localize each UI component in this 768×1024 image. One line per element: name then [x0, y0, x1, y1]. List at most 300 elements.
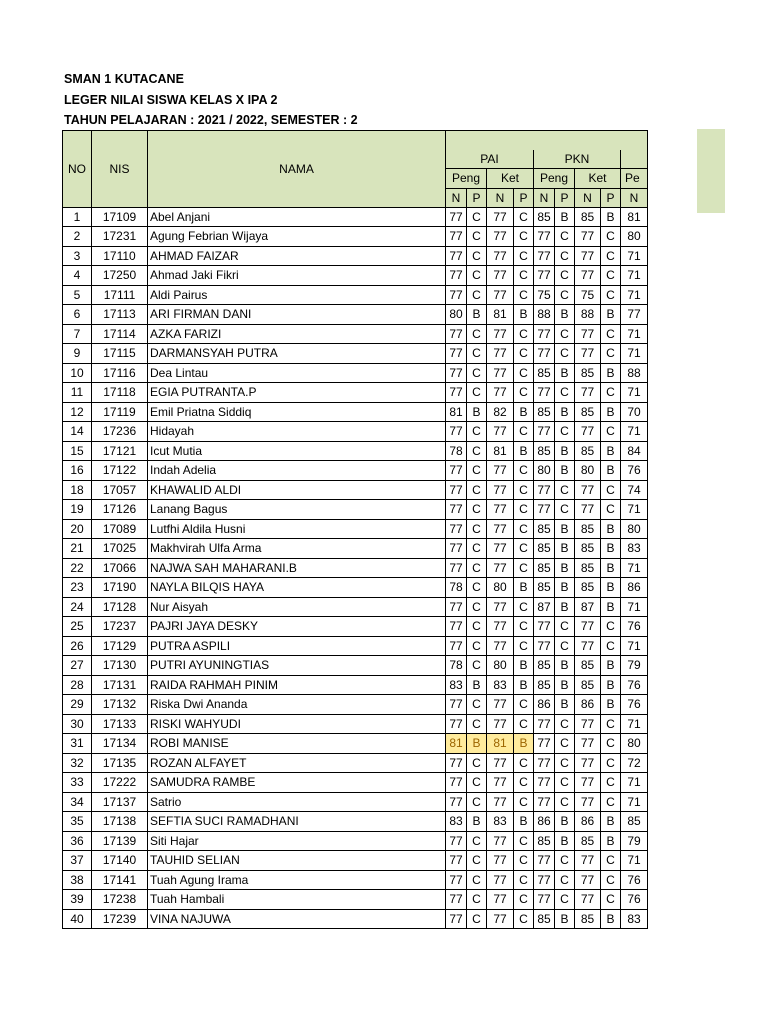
p-header: P — [555, 188, 575, 207]
cell-pai-ket-p: B — [514, 441, 534, 461]
cell-pai-peng-n: 77 — [446, 227, 467, 247]
row-nis: 17119 — [92, 402, 148, 422]
cell-pai-ket-n: 77 — [487, 792, 514, 812]
cell-pai-ket-n: 81 — [487, 305, 514, 325]
cell-pai-peng-n: 83 — [446, 675, 467, 695]
row-no: 15 — [63, 441, 92, 461]
cell-pai-peng-n: 83 — [446, 812, 467, 832]
cell-pai-peng-n: 77 — [446, 753, 467, 773]
cell-pai-peng-n: 81 — [446, 734, 467, 754]
cell-next-peng-n: 71 — [621, 792, 648, 812]
row-nis: 17121 — [92, 441, 148, 461]
row-nis: 17109 — [92, 207, 148, 227]
cell-pai-ket-n: 77 — [487, 617, 514, 637]
row-nama: Icut Mutia — [148, 441, 446, 461]
table-row — [63, 558, 648, 578]
cell-pkn-peng-n: 80 — [534, 461, 555, 481]
row-nama: AHMAD FAIZAR — [148, 246, 446, 266]
cell-next-peng-n: 71 — [621, 636, 648, 656]
cell-pkn-ket-n: 85 — [575, 519, 601, 539]
cell-pai-ket-n: 77 — [487, 519, 514, 539]
cell-pkn-ket-n: 75 — [575, 285, 601, 305]
cell-pkn-peng-p: C — [555, 714, 575, 734]
row-nama: Ahmad Jaki Fikri — [148, 266, 446, 286]
row-no: 33 — [63, 773, 92, 793]
cell-pkn-peng-p: B — [555, 363, 575, 383]
cell-pai-ket-p: C — [514, 363, 534, 383]
row-nis: 17066 — [92, 558, 148, 578]
cell-pkn-peng-n: 77 — [534, 227, 555, 247]
cell-pkn-peng-p: B — [555, 305, 575, 325]
cell-pai-peng-p: C — [467, 890, 487, 910]
cell-pkn-peng-p: B — [555, 675, 575, 695]
cell-pkn-ket-p: C — [601, 227, 621, 247]
row-nama: Siti Hajar — [148, 831, 446, 851]
cell-pai-peng-n: 77 — [446, 422, 467, 442]
table-row — [63, 402, 648, 422]
cell-pai-ket-n: 77 — [487, 909, 514, 929]
header-blank-band — [446, 131, 648, 150]
ledger-title: LEGER NILAI SISWA KELAS X IPA 2 — [64, 93, 278, 107]
cell-pai-ket-p: C — [514, 597, 534, 617]
table-row — [63, 890, 648, 910]
row-nama: Satrio — [148, 792, 446, 812]
cell-next-peng-n: 71 — [621, 383, 648, 403]
row-nis: 17132 — [92, 695, 148, 715]
cell-pkn-ket-n: 77 — [575, 851, 601, 871]
cell-pkn-ket-p: B — [601, 207, 621, 227]
cell-pai-peng-n: 78 — [446, 656, 467, 676]
cell-pkn-ket-n: 77 — [575, 324, 601, 344]
row-no: 6 — [63, 305, 92, 325]
cell-pkn-ket-n: 77 — [575, 383, 601, 403]
table-row — [63, 773, 648, 793]
cell-pkn-peng-n: 77 — [534, 344, 555, 364]
cell-pkn-ket-p: B — [601, 675, 621, 695]
row-no: 14 — [63, 422, 92, 442]
cell-pkn-ket-n: 77 — [575, 734, 601, 754]
cell-next-peng-n: 71 — [621, 266, 648, 286]
cell-pkn-peng-p: C — [555, 266, 575, 286]
cell-pkn-ket-p: C — [601, 617, 621, 637]
cell-pkn-ket-n: 77 — [575, 792, 601, 812]
row-no: 2 — [63, 227, 92, 247]
pai-ket-header: Ket — [487, 169, 534, 189]
cell-pkn-ket-p: B — [601, 558, 621, 578]
cell-pkn-peng-n: 77 — [534, 500, 555, 520]
cell-pai-ket-p: B — [514, 675, 534, 695]
pkn-peng-header: Peng — [534, 169, 575, 189]
cell-pai-peng-n: 77 — [446, 714, 467, 734]
cell-pkn-peng-n: 85 — [534, 363, 555, 383]
cell-next-peng-n: 80 — [621, 519, 648, 539]
cell-pai-ket-n: 81 — [487, 441, 514, 461]
cell-pai-peng-n: 77 — [446, 461, 467, 481]
cell-next-peng-n: 84 — [621, 441, 648, 461]
cell-pkn-ket-p: B — [601, 305, 621, 325]
row-nis: 17237 — [92, 617, 148, 637]
cell-pkn-ket-p: B — [601, 578, 621, 598]
cell-pai-peng-n: 77 — [446, 285, 467, 305]
row-no: 31 — [63, 734, 92, 754]
row-nama: Hidayah — [148, 422, 446, 442]
cell-pkn-peng-n: 77 — [534, 890, 555, 910]
cell-pkn-peng-p: C — [555, 617, 575, 637]
cell-pkn-peng-p: B — [555, 695, 575, 715]
cell-pai-peng-p: C — [467, 344, 487, 364]
cell-pai-ket-n: 80 — [487, 656, 514, 676]
table-row — [63, 519, 648, 539]
cell-pai-peng-p: B — [467, 675, 487, 695]
cell-pai-peng-p: C — [467, 792, 487, 812]
cell-pai-peng-p: C — [467, 363, 487, 383]
cell-pkn-peng-n: 85 — [534, 831, 555, 851]
row-no: 4 — [63, 266, 92, 286]
cell-pkn-ket-p: C — [601, 500, 621, 520]
row-no: 11 — [63, 383, 92, 403]
cell-next-peng-n: 70 — [621, 402, 648, 422]
cell-pkn-ket-p: B — [601, 909, 621, 929]
p-header: P — [467, 188, 487, 207]
cell-pai-peng-p: C — [467, 539, 487, 559]
cell-pkn-peng-n: 88 — [534, 305, 555, 325]
cell-next-peng-n: 83 — [621, 909, 648, 929]
n-header: N — [575, 188, 601, 207]
cell-pai-ket-p: C — [514, 792, 534, 812]
table-row — [63, 656, 648, 676]
cell-pai-ket-p: C — [514, 480, 534, 500]
row-no: 35 — [63, 812, 92, 832]
cell-pkn-ket-n: 80 — [575, 461, 601, 481]
row-nama: NAYLA BILQIS HAYA — [148, 578, 446, 598]
cell-pai-ket-n: 77 — [487, 636, 514, 656]
cell-pai-ket-n: 77 — [487, 500, 514, 520]
table-row — [63, 831, 648, 851]
cell-pai-peng-n: 77 — [446, 383, 467, 403]
cell-pkn-peng-n: 77 — [534, 851, 555, 871]
cell-pai-ket-n: 77 — [487, 753, 514, 773]
cell-pai-peng-p: C — [467, 617, 487, 637]
cell-pkn-ket-n: 85 — [575, 675, 601, 695]
cell-pkn-ket-p: C — [601, 383, 621, 403]
cell-pkn-peng-p: B — [555, 402, 575, 422]
cell-next-peng-n: 81 — [621, 207, 648, 227]
cell-pai-peng-p: C — [467, 285, 487, 305]
row-no: 7 — [63, 324, 92, 344]
row-nama: Aldi Pairus — [148, 285, 446, 305]
table-row — [63, 363, 648, 383]
cell-pkn-ket-p: B — [601, 695, 621, 715]
row-nis: 17138 — [92, 812, 148, 832]
cell-pkn-peng-p: B — [555, 558, 575, 578]
cell-pkn-peng-p: C — [555, 890, 575, 910]
cell-pai-ket-p: C — [514, 285, 534, 305]
cell-pkn-peng-p: B — [555, 519, 575, 539]
cell-pai-ket-n: 77 — [487, 266, 514, 286]
n-header: N — [621, 188, 648, 207]
cell-pkn-ket-n: 77 — [575, 714, 601, 734]
cell-pai-peng-n: 78 — [446, 578, 467, 598]
cell-pkn-peng-p: C — [555, 773, 575, 793]
cell-pai-ket-n: 82 — [487, 402, 514, 422]
cell-next-peng-n: 86 — [621, 578, 648, 598]
row-nis: 17222 — [92, 773, 148, 793]
row-nama: Lanang Bagus — [148, 500, 446, 520]
cell-pai-peng-n: 77 — [446, 500, 467, 520]
cell-pai-peng-p: C — [467, 207, 487, 227]
cell-pkn-peng-n: 77 — [534, 383, 555, 403]
table-row — [63, 441, 648, 461]
table-row — [63, 207, 648, 227]
cell-pkn-peng-n: 77 — [534, 753, 555, 773]
row-no: 1 — [63, 207, 92, 227]
school-name: SMAN 1 KUTACANE — [64, 72, 184, 86]
cell-pkn-ket-p: B — [601, 441, 621, 461]
cell-next-peng-n: 71 — [621, 597, 648, 617]
cell-pkn-peng-n: 77 — [534, 246, 555, 266]
cell-pai-ket-p: C — [514, 422, 534, 442]
cell-pai-ket-n: 77 — [487, 831, 514, 851]
cell-pkn-peng-p: C — [555, 851, 575, 871]
cell-pai-ket-p: C — [514, 909, 534, 929]
cell-pai-peng-n: 80 — [446, 305, 467, 325]
row-nama: SEFTIA SUCI RAMADHANI — [148, 812, 446, 832]
row-nama: VINA NAJUWA — [148, 909, 446, 929]
cell-pai-peng-n: 77 — [446, 636, 467, 656]
table-row — [63, 480, 648, 500]
cell-pkn-ket-n: 77 — [575, 617, 601, 637]
cell-pai-ket-p: C — [514, 773, 534, 793]
cell-pai-peng-p: C — [467, 753, 487, 773]
cell-pkn-peng-n: 85 — [534, 207, 555, 227]
grades-table — [62, 130, 648, 929]
row-nis: 17113 — [92, 305, 148, 325]
cell-next-peng-n: 76 — [621, 695, 648, 715]
cell-pkn-peng-n: 77 — [534, 617, 555, 637]
cell-next-peng-n: 76 — [621, 890, 648, 910]
col-no-header: NO — [63, 131, 92, 208]
table-row — [63, 714, 648, 734]
cell-pkn-peng-p: B — [555, 812, 575, 832]
cell-pai-peng-n: 81 — [446, 402, 467, 422]
cell-pkn-peng-n: 85 — [534, 558, 555, 578]
table-row — [63, 539, 648, 559]
cell-pkn-ket-n: 77 — [575, 773, 601, 793]
table-row — [63, 344, 648, 364]
cell-pkn-ket-n: 77 — [575, 266, 601, 286]
table-row — [63, 753, 648, 773]
cell-pkn-ket-n: 85 — [575, 207, 601, 227]
cell-pai-peng-n: 77 — [446, 344, 467, 364]
table-row — [63, 734, 648, 754]
cell-pai-peng-p: C — [467, 519, 487, 539]
cell-pai-peng-p: C — [467, 870, 487, 890]
row-nama: PAJRI JAYA DESKY — [148, 617, 446, 637]
cell-pkn-ket-n: 85 — [575, 363, 601, 383]
cell-pkn-ket-n: 77 — [575, 246, 601, 266]
cell-pai-peng-n: 77 — [446, 617, 467, 637]
cell-pai-peng-n: 77 — [446, 246, 467, 266]
row-no: 5 — [63, 285, 92, 305]
table-row — [63, 324, 648, 344]
cell-pai-ket-p: C — [514, 870, 534, 890]
row-nama: ROBI MANISE — [148, 734, 446, 754]
row-nama: Riska Dwi Ananda — [148, 695, 446, 715]
cell-pkn-ket-n: 85 — [575, 402, 601, 422]
pai-peng-header: Peng — [446, 169, 487, 189]
row-nama: Lutfhi Aldila Husni — [148, 519, 446, 539]
cell-pai-ket-n: 77 — [487, 714, 514, 734]
cell-pai-ket-p: C — [514, 461, 534, 481]
cell-pkn-peng-n: 85 — [534, 539, 555, 559]
cell-pai-ket-p: C — [514, 246, 534, 266]
table-row — [63, 851, 648, 871]
cell-next-peng-n: 71 — [621, 246, 648, 266]
cell-pai-ket-p: C — [514, 890, 534, 910]
header-overflow-band — [697, 129, 725, 213]
cell-pai-peng-p: C — [467, 909, 487, 929]
cell-pai-peng-n: 77 — [446, 890, 467, 910]
row-no: 38 — [63, 870, 92, 890]
cell-pkn-ket-n: 77 — [575, 422, 601, 442]
cell-pkn-ket-p: C — [601, 870, 621, 890]
cell-next-peng-n: 85 — [621, 812, 648, 832]
cell-pkn-peng-p: B — [555, 441, 575, 461]
row-nis: 17129 — [92, 636, 148, 656]
row-nis: 17236 — [92, 422, 148, 442]
n-header: N — [446, 188, 467, 207]
row-no: 34 — [63, 792, 92, 812]
row-nis: 17057 — [92, 480, 148, 500]
table-row — [63, 285, 648, 305]
row-no: 40 — [63, 909, 92, 929]
cell-pai-ket-p: C — [514, 636, 534, 656]
cell-next-peng-n: 80 — [621, 734, 648, 754]
cell-next-peng-n: 71 — [621, 851, 648, 871]
subject-pkn-header: PKN — [534, 150, 621, 169]
row-nama: PUTRI AYUNINGTIAS — [148, 656, 446, 676]
row-nis: 17089 — [92, 519, 148, 539]
subject-partial-header — [621, 150, 648, 169]
cell-pai-ket-n: 77 — [487, 246, 514, 266]
row-nis: 17128 — [92, 597, 148, 617]
row-nis: 17137 — [92, 792, 148, 812]
cell-pkn-ket-n: 85 — [575, 578, 601, 598]
cell-pai-peng-p: C — [467, 578, 487, 598]
cell-pkn-peng-p: B — [555, 461, 575, 481]
row-nama: RISKI WAHYUDI — [148, 714, 446, 734]
cell-pkn-peng-n: 77 — [534, 324, 555, 344]
cell-pkn-peng-n: 77 — [534, 734, 555, 754]
cell-pkn-ket-n: 85 — [575, 909, 601, 929]
cell-pai-ket-p: B — [514, 812, 534, 832]
cell-pai-ket-n: 80 — [487, 578, 514, 598]
row-no: 18 — [63, 480, 92, 500]
n-header: N — [534, 188, 555, 207]
row-no: 20 — [63, 519, 92, 539]
row-no: 16 — [63, 461, 92, 481]
cell-pai-ket-p: C — [514, 831, 534, 851]
cell-pkn-peng-p: B — [555, 656, 575, 676]
cell-pai-peng-p: C — [467, 714, 487, 734]
row-no: 21 — [63, 539, 92, 559]
cell-next-peng-n: 83 — [621, 539, 648, 559]
cell-pai-peng-p: C — [467, 227, 487, 247]
row-nis: 17126 — [92, 500, 148, 520]
p-header: P — [601, 188, 621, 207]
cell-pai-ket-p: C — [514, 558, 534, 578]
cell-pkn-peng-p: C — [555, 383, 575, 403]
cell-pkn-peng-n: 85 — [534, 402, 555, 422]
cell-pkn-peng-n: 85 — [534, 675, 555, 695]
cell-pkn-ket-n: 77 — [575, 870, 601, 890]
table-row — [63, 909, 648, 929]
table-row — [63, 227, 648, 247]
cell-pkn-peng-n: 77 — [534, 422, 555, 442]
table-row — [63, 305, 648, 325]
row-no: 27 — [63, 656, 92, 676]
row-nis: 17025 — [92, 539, 148, 559]
cell-pai-peng-p: C — [467, 500, 487, 520]
row-no: 22 — [63, 558, 92, 578]
cell-pkn-ket-n: 85 — [575, 558, 601, 578]
cell-pkn-ket-p: B — [601, 402, 621, 422]
cell-pai-ket-p: B — [514, 578, 534, 598]
cell-pai-ket-p: B — [514, 734, 534, 754]
cell-pai-ket-n: 77 — [487, 363, 514, 383]
row-nama: Indah Adelia — [148, 461, 446, 481]
row-nis: 17116 — [92, 363, 148, 383]
cell-pkn-ket-p: B — [601, 597, 621, 617]
cell-pai-ket-n: 77 — [487, 890, 514, 910]
table-row — [63, 812, 648, 832]
cell-pkn-ket-p: C — [601, 890, 621, 910]
cell-pai-peng-p: B — [467, 402, 487, 422]
cell-pai-peng-p: C — [467, 266, 487, 286]
row-nama: PUTRA ASPILI — [148, 636, 446, 656]
cell-pai-ket-p: C — [514, 500, 534, 520]
row-nama: Abel Anjani — [148, 207, 446, 227]
cell-pkn-ket-p: C — [601, 773, 621, 793]
row-nis: 17238 — [92, 890, 148, 910]
cell-pkn-peng-p: B — [555, 909, 575, 929]
cell-next-peng-n: 88 — [621, 363, 648, 383]
cell-pkn-peng-n: 85 — [534, 519, 555, 539]
cell-next-peng-n: 71 — [621, 422, 648, 442]
table-row — [63, 675, 648, 695]
cell-pkn-ket-n: 87 — [575, 597, 601, 617]
row-nama: ROZAN ALFAYET — [148, 753, 446, 773]
cell-next-peng-n: 74 — [621, 480, 648, 500]
cell-pai-ket-n: 77 — [487, 285, 514, 305]
cell-pai-peng-p: C — [467, 422, 487, 442]
cell-pkn-ket-p: B — [601, 363, 621, 383]
cell-pkn-ket-p: C — [601, 324, 621, 344]
cell-pkn-ket-n: 77 — [575, 227, 601, 247]
row-nis: 17111 — [92, 285, 148, 305]
cell-pai-peng-n: 77 — [446, 870, 467, 890]
cell-pkn-peng-p: B — [555, 539, 575, 559]
cell-pkn-ket-p: B — [601, 539, 621, 559]
cell-pkn-peng-n: 87 — [534, 597, 555, 617]
row-nama: NAJWA SAH MAHARANI.B — [148, 558, 446, 578]
cell-pkn-peng-n: 86 — [534, 812, 555, 832]
cell-pkn-ket-n: 85 — [575, 441, 601, 461]
cell-pai-peng-p: B — [467, 734, 487, 754]
row-no: 30 — [63, 714, 92, 734]
row-nis: 17133 — [92, 714, 148, 734]
row-nis: 17114 — [92, 324, 148, 344]
